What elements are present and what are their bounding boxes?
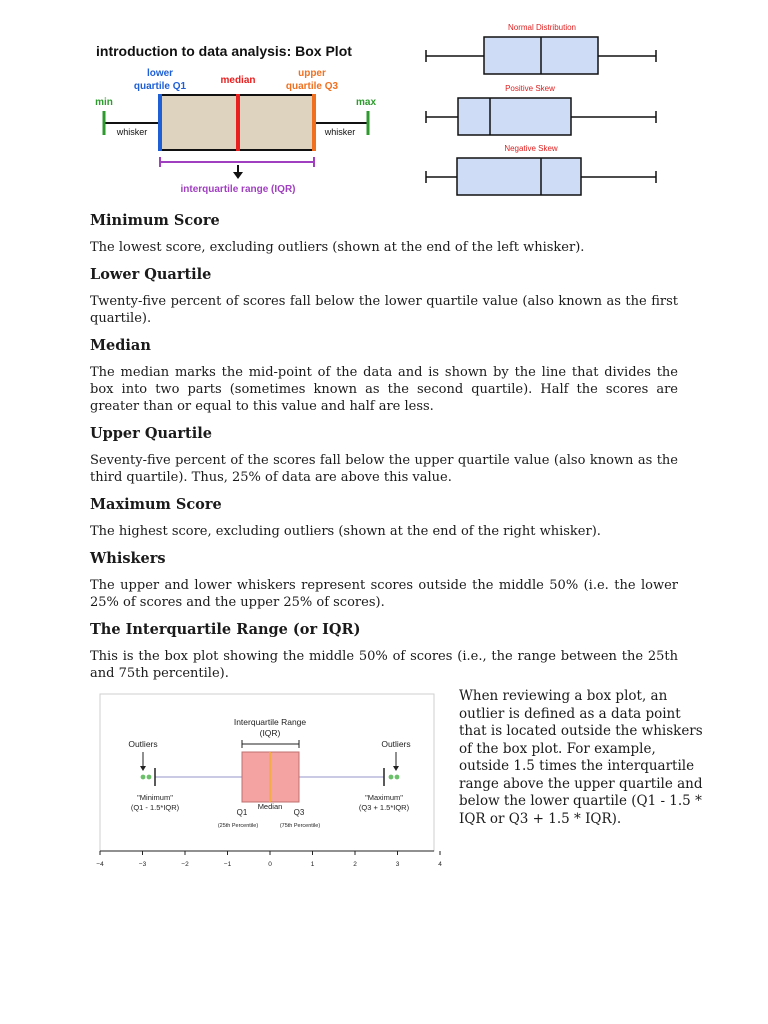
min-label: min xyxy=(95,97,113,108)
section-body-upper-quartile: Seventy-five percent of the scores fall below the upper quartile value (also known as the third quartile). Thus, 25% of data are above this value. xyxy=(90,453,678,485)
minimum-label-line1: "Minimum" xyxy=(137,793,173,802)
outlier-explanation-text: When reviewing a box plot, an outlier is defined as a data point that is located outside the whiskers of the box plot. For example, outside 1.5 times the interquartile range above the upper quartile and below the lower quartile (Q1 - 1.5 * IQR or Q3 + 1.5 * IQR). xyxy=(459,688,703,827)
q3-percentile-text: (75th Percentile) xyxy=(279,823,321,829)
section-body-iqr: This is the box plot showing the middle 50% of scores (i.e., the range between the 25th and 75th percentile). xyxy=(90,649,678,681)
section-body-lower-quartile: Twenty-five percent of scores fall below the lower quartile value (also known as the first quartile). xyxy=(90,294,678,326)
skew-boxplots-figure xyxy=(420,18,665,198)
section-body-whiskers: The upper and lower whiskers represent scores outside the middle 50% (i.e. the lower 25% of scores and the upper 25% of scores). xyxy=(90,578,678,610)
section-body-maximum: The highest score, excluding outliers (shown at the end of the right whisker). xyxy=(90,524,601,539)
definitions-section xyxy=(90,211,678,691)
minimum-label-line2: (Q1 - 1.5*IQR) xyxy=(130,803,180,812)
skew-label-negative: Negative Skew xyxy=(504,144,558,153)
outlier-point xyxy=(141,775,146,780)
x-axis-tick-label: 2 xyxy=(353,861,357,868)
whisker-label-left: whisker xyxy=(116,127,148,137)
positive-box xyxy=(458,98,571,135)
section-body-minimum: The lowest score, excluding outliers (shown at the end of the left whisker). xyxy=(90,240,585,255)
intro-boxplot-figure xyxy=(88,34,388,204)
outlier-point xyxy=(395,775,400,780)
maximum-label-line2: (Q3 + 1.5*IQR) xyxy=(358,803,410,812)
section-heading-lower-quartile: Lower Quartile xyxy=(90,266,212,283)
iqr-title-line1: Interquartile Range xyxy=(233,717,307,727)
intro-figure-title: introduction to data analysis: Box Plot xyxy=(96,43,352,59)
section-heading-median: Median xyxy=(90,337,151,354)
max-label: max xyxy=(355,97,377,108)
q1-text: Q1 xyxy=(236,808,248,817)
q1-percentile-text: (25th Percentile) xyxy=(217,823,259,829)
upper-quartile-label-line2: quartile Q3 xyxy=(285,81,339,92)
section-heading-upper-quartile: Upper Quartile xyxy=(90,425,212,442)
outliers-label-right: Outliers xyxy=(381,739,411,749)
section-heading-iqr: The Interquartile Range (or IQR) xyxy=(90,621,361,638)
lower-quartile-label-line2: quartile Q1 xyxy=(133,81,187,92)
outlier-point xyxy=(389,775,394,780)
x-axis-tick-label: 0 xyxy=(268,861,272,868)
outliers-label-left: Outliers xyxy=(128,739,158,749)
x-axis-tick-label: −1 xyxy=(223,861,232,868)
x-axis-tick-label: −4 xyxy=(96,861,104,868)
outlier-point xyxy=(147,775,152,780)
median-label: median xyxy=(220,75,256,86)
iqr-title-line2: (IQR) xyxy=(259,728,281,738)
section-heading-maximum: Maximum Score xyxy=(90,496,222,513)
whisker-label-right: whisker xyxy=(324,127,356,137)
x-axis-tick-label: 4 xyxy=(438,861,442,868)
lower-quartile-label-line1: lower xyxy=(146,68,174,79)
section-heading-whiskers: Whiskers xyxy=(90,550,166,567)
x-axis-ticks xyxy=(96,851,442,868)
x-axis-tick-label: −3 xyxy=(138,861,147,868)
median-text: Median xyxy=(257,802,283,811)
upper-quartile-label-line1: upper xyxy=(298,68,326,79)
maximum-label-line1: "Maximum" xyxy=(365,793,403,802)
iqr-label: interquartile range (IQR) xyxy=(180,184,296,195)
outlier-boxplot-figure xyxy=(88,692,448,877)
section-heading-minimum: Minimum Score xyxy=(90,212,220,229)
x-axis-tick-label: 3 xyxy=(395,861,400,868)
x-axis-tick-label: 1 xyxy=(310,861,315,868)
x-axis-tick-label: −2 xyxy=(181,861,189,868)
section-body-median: The median marks the mid-point of the data and is shown by the line that divides the box into two parts (sometimes known as the second quartile). Half the scores are greater than or equal to this value and half are less. xyxy=(90,365,678,414)
skew-label-positive: Positive Skew xyxy=(505,84,555,93)
q3-text: Q3 xyxy=(293,808,305,817)
negative-box xyxy=(457,158,581,195)
iqr-arrow-head xyxy=(233,172,243,179)
skew-label-normal: Normal Distribution xyxy=(507,23,577,32)
